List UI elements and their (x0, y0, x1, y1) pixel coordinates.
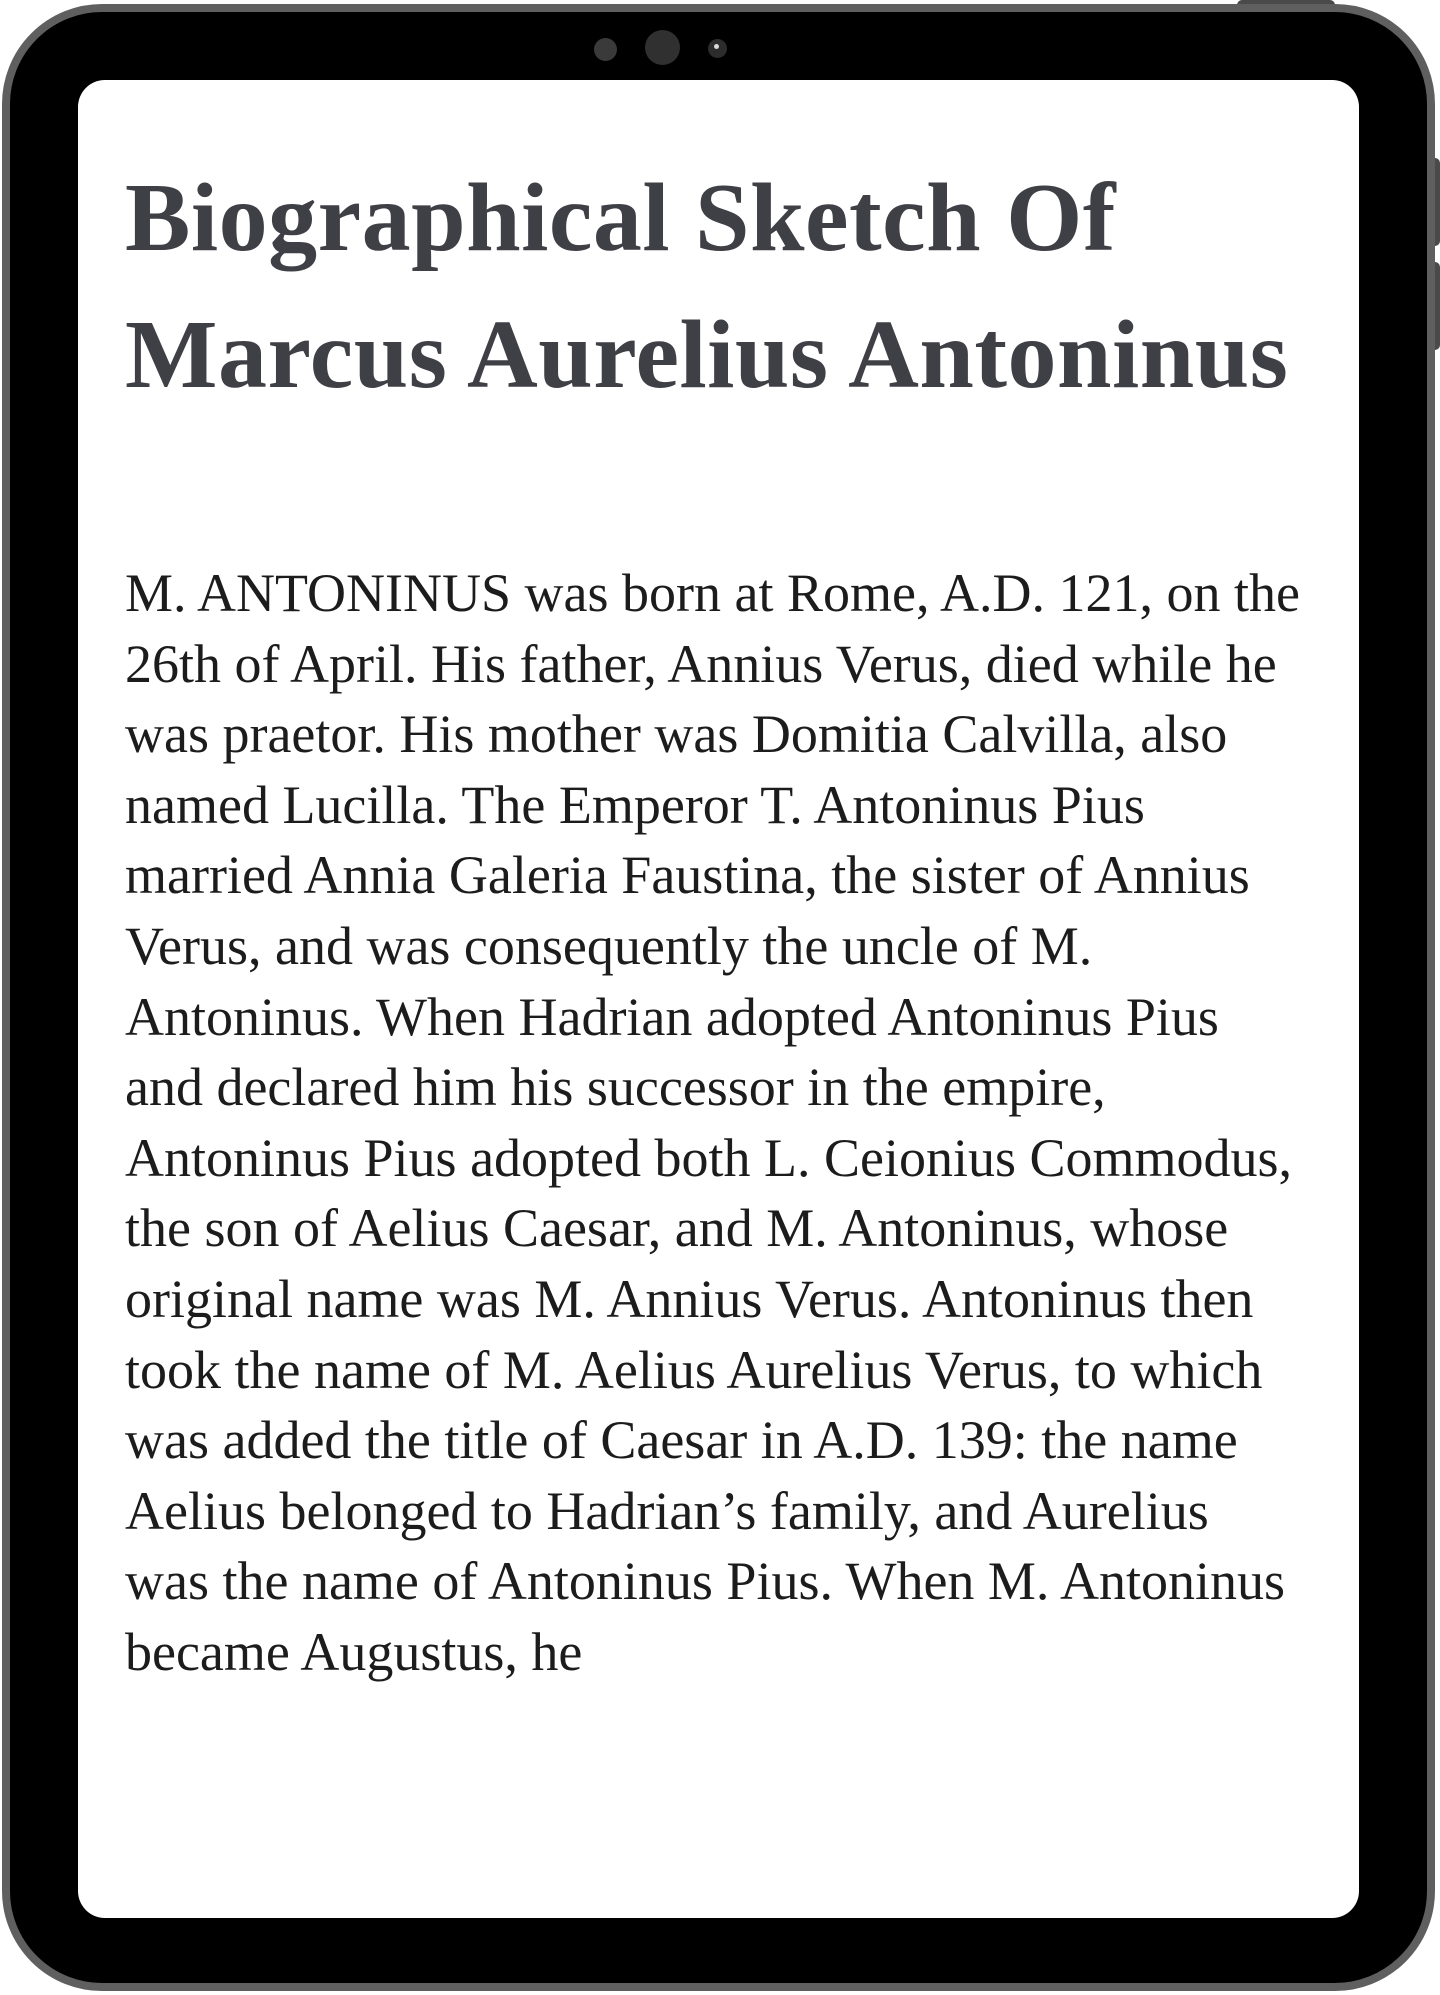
article-body: M. ANTONINUS was born at Rome, A.D. 121, on the 26th of April. His father, Annius Verus, died while he was praetor. His mother was Domitia Calvilla, also named Lucilla. The Emperor T. Antoninus Pius married Annia Galeria Faustina, the sister of Annius Verus, and was consequently the uncle of M. Antoninus. When Hadrian adopted Antoninus Pius and declared him his successor in the empire, Antoninus Pius adopted both L. Ceionius Commodus, the son of Aelius Caesar, and M. Antoninus, whose original name was M. Annius Verus. Antoninus then took the name of M. Aelius Aurelius Verus, to which was added the title of Caesar in A.D. 139: the name Aelius belonged to Hadrian’s family, and Aurelius was the name of Antoninus Pius. When M. Antoninus became Augustus, he (125, 563, 1300, 1682)
page-title: Biographical Sketch Of Marcus Aurelius Antoninus (125, 164, 1289, 409)
article (125, 80, 1315, 1688)
sensor-dot-icon (594, 38, 617, 61)
light-sensor-icon (708, 39, 727, 58)
tablet-screen[interactable] (78, 80, 1359, 1918)
camera-icon (645, 30, 680, 65)
